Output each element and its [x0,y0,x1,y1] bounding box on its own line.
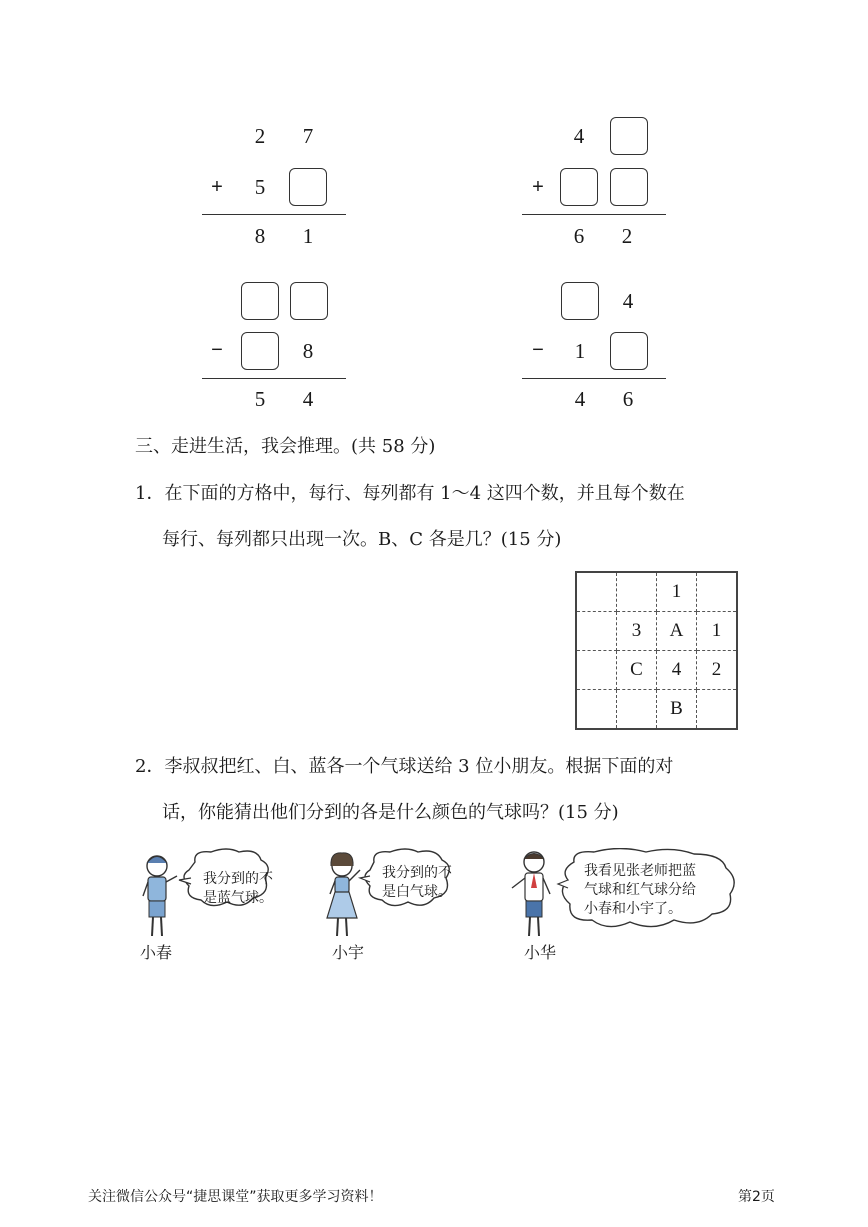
p2-top-tens: 4 [573,124,585,148]
q1-text-line2: 每行、每列都只出现一次。B、C 各是几？(15 分) [162,529,562,550]
p2-answer-box-mid-tens[interactable] [560,168,598,206]
p3-difference-line [202,378,346,379]
p4-operator: − [532,339,544,361]
p1-mid-tens: 5 [254,175,266,199]
grid-cell: 1 [657,572,697,612]
grid-cell [576,572,617,612]
speaker-name: 小华 [524,943,557,962]
p2-sum-line [522,214,666,215]
p4-result-tens: 4 [574,387,586,411]
grid-row-1 [576,572,737,612]
p4-answer-box-mid-ones[interactable] [610,332,648,370]
p3-operator: − [211,339,223,361]
p3-answer-box-top-ones[interactable] [290,282,328,320]
p1-top-ones: 7 [302,124,314,148]
footer-promo: 关注微信公众号“捷思课堂”获取更多学习资料！ [88,1189,383,1205]
p4-mid-tens: 1 [574,339,586,363]
p4-top-ones: 4 [622,289,634,313]
grid-cell [576,612,617,651]
grid-row-3 [576,651,737,690]
grid-cell: C [617,651,657,690]
speaker-xiaohua [508,848,748,963]
sudoku-grid [575,571,738,730]
p3-result-ones: 4 [302,387,314,411]
grid-row-4 [576,690,737,730]
p4-answer-box-top-tens[interactable] [561,282,599,320]
grid-cell [617,572,657,612]
p1-sum-line [202,214,346,215]
speaker-name: 小春 [140,943,173,962]
speech-bubble-text: 我看见张老师把蓝 气球和红气球分给 小春和小宇了。 [584,863,696,917]
p1-operator: + [211,176,223,198]
grid-cell [697,572,738,612]
speech-bubble-text: 我分到的不 是白气球。 [382,865,452,900]
p3-answer-box-mid-tens[interactable] [241,332,279,370]
grid-cell: 2 [697,651,738,690]
page-number: 第2页 [738,1189,775,1205]
p1-result-ones: 1 [302,224,314,248]
q2-text-line2: 话，你能猜出他们分到的各是什么颜色的气球吗？(15 分) [162,802,619,823]
p3-mid-ones: 8 [302,339,314,363]
section-heading: 三、走进生活，我会推理。(共 58 分) [135,436,436,457]
grid-cell: 4 [657,651,697,690]
grid-cell: 1 [697,612,738,651]
p2-result-ones: 2 [621,224,633,248]
p3-answer-box-top-tens[interactable] [241,282,279,320]
p4-result-ones: 6 [622,387,634,411]
grid-cell: 3 [617,612,657,651]
p2-answer-box-mid-ones[interactable] [610,168,648,206]
grid-cell [576,651,617,690]
p3-result-tens: 5 [254,387,266,411]
p4-difference-line [522,378,666,379]
speech-bubble-text: 我分到的不 是蓝气球。 [203,871,273,906]
grid-cell [697,690,738,730]
grid-cell: B [657,690,697,730]
grid-cell [617,690,657,730]
grid-row-2 [576,612,737,651]
speaker-name: 小宇 [332,943,365,962]
p2-operator: + [532,176,544,198]
p1-top-tens: 2 [254,124,266,148]
grid-cell: A [657,612,697,651]
q2-text-line1: 2．李叔叔把红、白、蓝各一个气球送给 3 位小朋友。根据下面的对 [135,756,674,777]
p1-result-tens: 8 [254,224,266,248]
speaker-xiaochun [135,848,315,963]
q1-text-line1: 1．在下面的方格中，每行、每列都有 1～4 这四个数，并且每个数在 [135,483,685,504]
grid-cell [576,690,617,730]
speaker-xiaoyu [320,848,500,963]
p1-answer-box[interactable] [289,168,327,206]
p2-result-tens: 6 [573,224,585,248]
p2-answer-box-top-ones[interactable] [610,117,648,155]
